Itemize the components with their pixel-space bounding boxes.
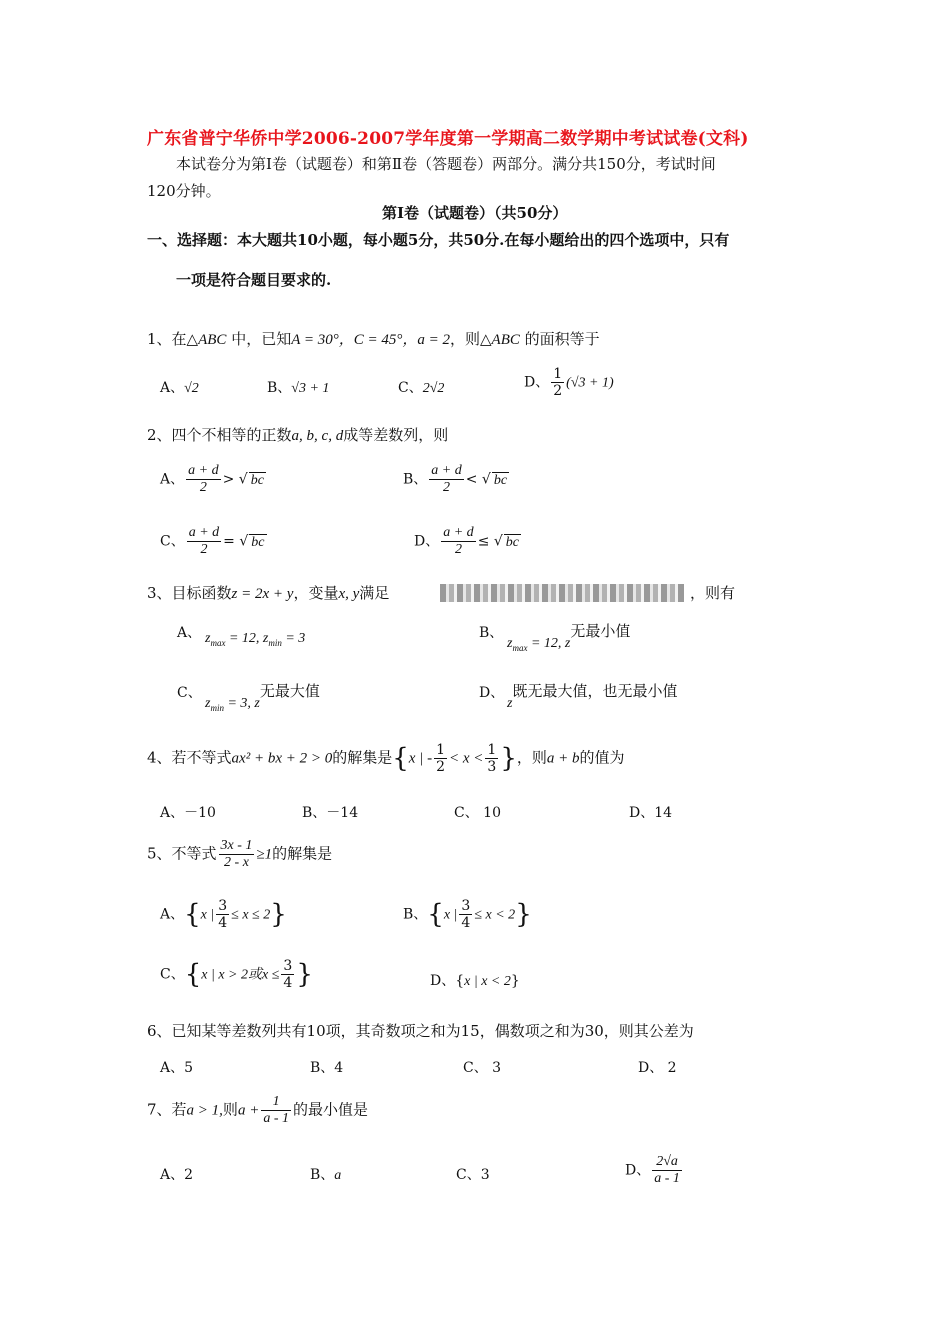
q7-num: 1 [261, 1094, 291, 1111]
q1-opt-a-value: √2 [184, 381, 199, 396]
q5-c-set-l: x | x > 2或x ≤ [201, 967, 280, 983]
q5-d-brace-r: } [510, 973, 520, 989]
q6-option-c: C、 3 [463, 1060, 502, 1076]
q2-opt-b-label: B、 [403, 471, 428, 488]
q2-d-num: a + d [443, 525, 474, 540]
q5-c-brace-l: { [184, 959, 202, 990]
q4-expr: ax² + bx + 2 > 0 [231, 750, 333, 767]
q1-opt-c-value: 2√2 [422, 381, 445, 396]
q3-option-a [205, 631, 305, 648]
q5-c-n: 3 [283, 958, 293, 974]
q3-c-sub: min [210, 702, 224, 713]
q2-a-rhs: bc [250, 472, 264, 488]
q2-a-num: a + d [188, 463, 219, 478]
q4-d1: 2 [436, 759, 445, 775]
q4-brace-left: { [392, 743, 409, 774]
q2-b-rel: < [465, 471, 478, 488]
q5-d-brace-l: { [455, 973, 465, 989]
q6-option-a: A、5 [160, 1060, 194, 1076]
q2-b-den: 2 [443, 480, 451, 495]
q5-opt-c-label: C、 [160, 966, 185, 983]
q3-vars: x, y [338, 586, 360, 602]
q3-b-sub: max [512, 642, 528, 653]
q3-stem: 3、目标函数 [147, 584, 232, 602]
q7-opt-d-label: D、 [625, 1162, 651, 1179]
q5-b-set-l: x | [443, 907, 458, 923]
q5-c-d: 4 [283, 975, 293, 991]
q5-option-d [430, 970, 520, 990]
intro-line-2: 120分钟。 [147, 182, 221, 200]
q6-option-d: D、 2 [638, 1060, 677, 1076]
q7-option-c: C、3 [456, 1167, 490, 1183]
q4-option-b: B、－14 [302, 805, 359, 821]
q6-option-b: B、4 [310, 1060, 344, 1076]
question-7-stem [147, 1094, 368, 1127]
q3-b-end: 无最小值 [570, 622, 631, 640]
q7-d-den: a - 1 [654, 1171, 680, 1186]
q3-stem-mid: ，变量 [293, 584, 339, 602]
q2-opt-a-label: A、 [160, 471, 185, 488]
q5-den: 2 - x [224, 855, 249, 870]
q7-option-d [625, 1154, 684, 1187]
q3-option-a-label: A、 [177, 625, 202, 641]
q5-c-brace-r: } [296, 959, 313, 990]
q1-opt-a-label: A、 [160, 380, 185, 396]
q2-c-rel: = [223, 533, 235, 550]
q4-expr2: a + b [546, 750, 580, 767]
q5-stem-mid: ≥1 [256, 846, 273, 863]
q4-n1: 1 [436, 742, 445, 758]
q5-b-brace-r: } [515, 899, 532, 930]
q7-stem-end: 的最小值是 [292, 1100, 368, 1119]
part1-instruction-line-1: 一、选择题：本大题共10小题，每小题5分，共50分.在每小题给出的四个选项中，只有 [147, 231, 730, 249]
q1-stem-f: ABC [491, 332, 520, 348]
q1-opt-c-label: C、 [398, 380, 423, 396]
q2-a-rel: > [222, 471, 235, 488]
q5-option-a [160, 898, 287, 931]
q5-opt-b-label: B、 [403, 906, 428, 923]
q7-expr: a > 1, [186, 1102, 223, 1119]
q7-option-a: A、2 [160, 1167, 194, 1183]
q3-b-z: z [507, 636, 513, 651]
q3-option-d [507, 680, 678, 711]
q3-a-mid: = 12, z [225, 631, 269, 646]
part1-instruction-line-2: 一项是符合题目要求的. [176, 271, 332, 289]
q4-stem-end2: 的值为 [579, 748, 625, 767]
q4-set-mid: < x < [449, 750, 484, 767]
q1-opt-d-num: 1 [553, 366, 563, 382]
q4-option-c: C、 10 [454, 805, 501, 821]
q2-stem: 2、四个不相等的正数 [147, 426, 292, 444]
q7-opt-b-value: a [334, 1168, 342, 1183]
q4-brace-right: } [500, 743, 517, 774]
q3-option-b-label: B、 [479, 625, 504, 641]
q1-stem-d: A = 30°，C = 45°，a = 2 [291, 332, 450, 348]
q1-stem-e: ，则△ [449, 330, 492, 348]
question-2-stem [147, 424, 448, 445]
q5-option-c [160, 958, 313, 991]
q4-stem: 4、若不等式 [147, 748, 232, 767]
q4-set-left: x | - [408, 750, 433, 767]
q2-opt-c-label: C、 [160, 533, 185, 550]
q3-a-sub1: max [210, 637, 226, 648]
q1-opt-b-value: √3 + 1 [291, 381, 330, 396]
q1-option-c [398, 377, 444, 397]
q3-d-z: z [507, 696, 513, 711]
q2-b-rhs: bc [493, 472, 508, 488]
q1-opt-d-label: D、 [524, 374, 550, 391]
q2-d-rel: ≤ [477, 533, 490, 550]
q7-option-b [310, 1164, 341, 1184]
q5-a-brace-r: } [270, 899, 287, 930]
q2-option-b: B、 $\frac{a + d}{2}$ < √ bc [403, 463, 508, 495]
q3-a-end: = 3 [281, 631, 306, 646]
q7-stem-mid: 则 [222, 1100, 238, 1119]
q4-n2: 1 [487, 742, 497, 758]
intro-line-1: 本试卷分为第Ⅰ卷（试题卷）和第Ⅱ卷（答题卷）两部分。满分共150分，考试时间 [176, 155, 716, 173]
q1-opt-d-den: 2 [553, 383, 563, 399]
q3-constraint-image [440, 584, 684, 602]
q5-num: 3x - 1 [220, 838, 253, 853]
q1-opt-b-label: B、 [267, 380, 292, 396]
q1-stem-b: ABC [198, 332, 227, 348]
q3-c-z: z [205, 696, 211, 711]
q3-a-z: z [205, 631, 211, 646]
q2-option-c: C、 $\frac{a + d}{2}$ = √ bc [160, 525, 265, 557]
q2-b-num: a + d [431, 463, 462, 478]
q2-opt-d-label: D、 [414, 533, 440, 550]
q2-d-rhs: bc [505, 534, 520, 550]
q1-stem-g: 的面积等于 [519, 330, 600, 348]
q5-stem-end: 的解集是 [272, 844, 333, 863]
q5-a-set-l: x | [200, 907, 215, 923]
q2-vars: a, b, c, d [291, 428, 344, 444]
q3-d-end: 既无最大值，也无最小值 [512, 682, 678, 700]
q7-opt-b-label: B、 [310, 1167, 335, 1183]
question-3-stem [147, 582, 389, 603]
q1-opt-d-value: (√3 + 1) [566, 375, 614, 391]
q5-a-brace-l: { [184, 899, 201, 930]
q5-a-d: 4 [218, 915, 228, 931]
q1-stem-c: 中，已知 [226, 330, 292, 348]
q3-stem-mid2: 满足 [359, 584, 390, 602]
q1-option-b [267, 377, 329, 397]
q2-c-rhs: bc [251, 534, 265, 550]
q5-stem: 5、不等式 [147, 844, 217, 863]
q5-b-n: 3 [461, 898, 471, 914]
q1-option-a [160, 377, 199, 397]
q5-opt-a-label: A、 [160, 906, 185, 923]
q5-a-n: 3 [218, 898, 228, 914]
q2-c-den: 2 [200, 542, 208, 557]
q4-option-d: D、14 [629, 805, 673, 821]
q3-expr: z = 2x + y [231, 586, 294, 602]
question-1-stem [147, 328, 600, 349]
q7-expr2: a + [237, 1102, 260, 1119]
q2-c-num: a + d [188, 525, 220, 540]
q5-b-brace-l: { [427, 899, 444, 930]
q2-a-den: 2 [199, 480, 207, 495]
q3-option-c-label: C、 [177, 685, 202, 701]
q4-option-a: A、－10 [160, 805, 216, 821]
question-6-stem: 6、已知某等差数列共有10项，其奇数项之和为15，偶数项之和为30，则其公差为 [147, 1022, 694, 1040]
q2-d-den: 2 [454, 542, 462, 557]
q2-stem-end: 成等差数列，则 [343, 426, 449, 444]
q4-d2: 3 [487, 759, 497, 775]
q1-stem-a: 1、在△ [147, 330, 199, 348]
question-5-stem [147, 838, 332, 871]
section-heading: 第Ⅰ卷（试题卷）（共50分） [382, 204, 568, 222]
question-4-stem [147, 742, 625, 775]
q5-opt-d-label: D、 [430, 973, 456, 989]
q3-c-end: 无最大值 [259, 682, 320, 700]
q5-a-set-r: ≤ x ≤ 2 [231, 907, 271, 923]
q4-stem-mid: 的解集是 [332, 748, 393, 767]
q3-b-mid: = 12, z [527, 636, 571, 651]
q3-option-d-label: D、 [479, 685, 505, 701]
q3-stem-end: ，则有 [690, 584, 736, 602]
q5-b-d: 4 [461, 915, 471, 931]
q3-a-sub2: min [268, 637, 282, 648]
q3-option-c [205, 680, 320, 713]
q5-option-b [403, 898, 532, 931]
q4-stem-end: ，则 [516, 748, 547, 767]
exam-title: 广东省普宁华侨中学2006-2007学年度第一学期高二数学期中考试试卷(文科) [147, 129, 749, 149]
q1-option-d [524, 366, 614, 399]
q3-c-mid: = 3, z [223, 696, 260, 711]
q5-b-set-r: ≤ x < 2 [474, 907, 516, 923]
q7-d-num: 2√a [652, 1154, 682, 1171]
q5-d-set: x | x < 2 [464, 974, 511, 989]
q3-option-b [507, 620, 631, 653]
q2-option-d: D、 $\frac{a + d}{2}$ ≤ √ bc [414, 525, 520, 557]
q7-stem: 7、若 [147, 1100, 187, 1119]
q2-option-a: A、 $\frac{a + d}{2}$ > √ bc [160, 463, 264, 495]
q7-den: a - 1 [263, 1111, 289, 1126]
